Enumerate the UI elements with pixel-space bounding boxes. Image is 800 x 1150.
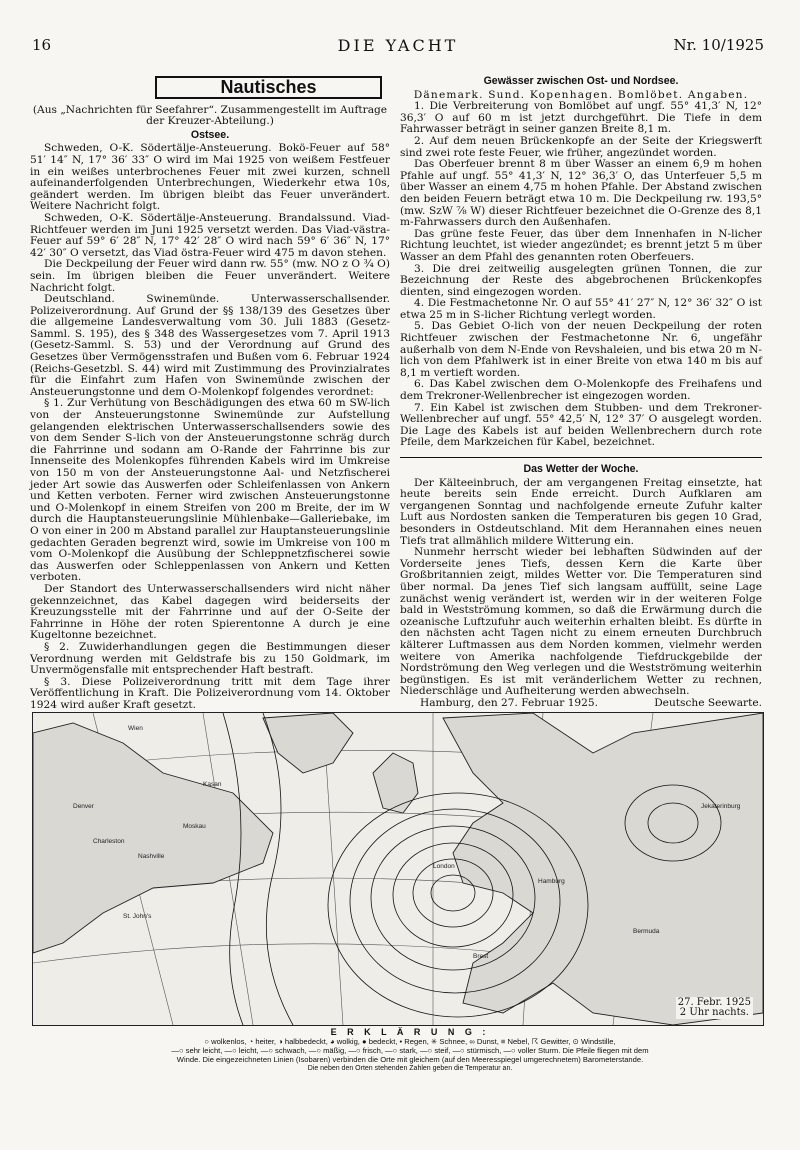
subsection-heading: Ostsee. [190,128,230,141]
paragraph: Schweden, O-K. Södertälje-Ansteuerung. Bokö-Feuer auf 58° 51′ 14″ N, 17° 36′ 33″ O wird im Mai 1925 von weißem Festfeuer in ein weißes unterbrochenes Feuer mit zwei kurzen, schnell aufeinanderfolgenden Unterbrechungen, Wiederkehr etwa 10s, geändert werden. Im übrigen bleibt das Feuer unverändert. Weitere Nachricht folgt. [30,142,390,213]
map-legend [90,1028,730,1073]
signature-line [400,698,762,710]
paragraph: Deutschland. Swinemünde. Unterwasserschallsender. Polizeiverordnung. Auf Grund der §§ 138/139 des Gesetzes über die allgemeine Landesverwaltung vom 30. Juli 1883 (Gesetz-Samml. S. 195), des § 348 des Wassergesetzes vom 7. April 1913 (Gesetz-Samml. S. 53) und der Verordnung auf Grund des Gesetzes über Vermögensstrafen und Bußen vom 6. Februar 1924 (Reichs-Gesetzbl. S. 44) wird mit Zustimmung des Provinzialrates für die Einfahrt zum Hafen von Swinemünde zwischen der Ansteuerungstonne und dem O-Molenkopf folgendes verordnet: [30,293,390,398]
paragraph: 2. Auf dem neuen Brückenkopfe an der Seite der Kriegswerft sind zwei rote feste Feuer, wie früher, angezündet worden. [400,134,762,159]
paragraph: Der Kälteeinbruch, der am vergangenen Freitag einsetzte, hat heute bereits sein Ende erreicht. Durch Aufklaren am vergangenen Sonntag und nachfolgende erneute Zufuhr kalter Luft aus Nordosten sanken die Temperaturen bis gegen 10 Grad, besonders in Ostdeutschland. Mit dem Herannahen eines neuen Tiefs trat allmählich mildere Witterung ein. [400,476,762,547]
map-place-label: Kasan [203,781,222,788]
map-place-label: Moskau [183,823,206,830]
paragraph: Nunmehr herrscht wieder bei lebhaften Südwinden auf der Vorderseite jenes Tiefs, dessen Kern die Karte über Großbritannien zeigt, mildes Wetter vor. Die Temperaturen sind über normal. Da jenes Tief sich langsam auffüllt, seine Lage zunächst wenig verändert ist, werden wir in der weiteren Folge bald in Westströmung kommen, so daß die Erwärmung durch die ozeanische Luftzufuhr auch weiterhin erhalten bleibt. Es dürfte in den nächsten acht Tagen nicht zu einem erneuten Durchbruch kälterer Luftmassen aus dem Norden kommen, vielmehr werden weitere von Amerika nachfolgende Tiefdruckgebilde der Nordströmung den Weg verlegen und die Westströmung weiterhin begünstigen. Es ist mit veränderlichem Wetter zu rechnen, Niederschläge und Aufheiterung werden abwechseln. [400,546,762,698]
paragraph: Schweden, O-K. Södertälje-Ansteuerung. Brandalssund. Viad-Richtfeuer werden im Juni 1925 versetzt werden. Das Viad-västra-Feuer auf 59° 6′ 28″ N, 17° 42′ 28″ O wird nach 59° 6′ 36″ N, 17° 42′ 30″ O versetzt, das Viad östra-Feuer wird 475 m davon stehen. [30,211,390,259]
paragraph: § 2. Zuwiderhandlungen gegen die Bestimmungen dieser Verordnung werden mit Geldstrafe bis zu 150 Goldmark, im Unvermögensfalle mit entsprechender Haft bestraft. [30,640,390,677]
legend-title: E R K L Ä R U N G : [330,1027,490,1037]
paragraph: § 3. Diese Polizeiverordnung tritt mit dem Tage ihrer Veröffentlichung in Kraft. Die Polizeiverordnung vom 14. Oktober 1924 wird außer Kraft gesetzt. [30,675,390,711]
map-place-label: Denver [73,803,94,810]
map-place-label: Hamburg [538,878,565,885]
journal-title: DIE YACHT [337,36,459,55]
map-place-label: St. John's [123,913,152,920]
page-header [32,36,764,58]
paragraph: 7. Ein Kabel ist zwischen dem Stubben- und dem Trekroner-Wellenbrecher auf ungf. 55° 42,5′ N, 12° 37′ O ausgelegt worden. Die Lage des Kabels ist auf beiden Wellenbrechern durch rote Pfeile, dem Markzeichen für Kabel, bezeichnet. [400,401,762,449]
paragraph: Die Deckpeilung der Feuer wird dann rw. 55° (mw. NO z O ¾ O) sein. Im übrigen bleiben die Feuer unverändert. Weitere Nachricht folgt. [30,258,390,294]
map-place-label: Nashville [138,853,165,860]
legend-row: Winde. Die eingezeichneten Linien (Isobaren) verbinden die Orte mit gleichem (auf den Meeresspiegel umgerechnetem) Barometerstande. [176,1055,644,1064]
signature-place-date: Hamburg, den 27. Februar 1925. [420,696,599,709]
paragraph: 4. Die Festmachetonne Nr. O auf 55° 41′ 27″ N, 12° 36′ 32″ O ist etwa 25 m in S-licher Richtung verlegt worden. [400,297,762,321]
map-place-label: Charleston [93,838,125,845]
paragraph: § 1. Zur Verhütung von Beschädigungen des etwa 60 m SW-lich von der Ansteuerungstonne Swinemünde zur Aufstellung gelangenden elektrischen Unterwasserschallsenders sowie des von dem Sender S-lich von der Ansteuerungstonne schräg durch die Fahrrinne und sodann am O-Rande der Fahrrinne bis zur Innenseite des Molenkopfes führenden Kabels wird im Umkreise von 150 m von der Ansteuerungstonne Aal- und Netzfischerei jeder Art sowie das Auswerfen oder Schleifenlassen von Ankern und Ketten verboten. Ferner wird zwischen Ansteuerungstonne und O-Molenkopf in einem Streifen von 200 m Breite, der im W durch die Hauptansteuerungslinie Mühlenbake—Galleriebake, im O von einer in 200 m Abstand parallel zur Hauptansteuerungslinie gedachten Geraden begrenzt wird, sowie im Umkreise von 100 m vom O-Molenkopf die Ausübung der Schleppnetzfischerei sowie das Auswerfen oder Schleppenlassen von Ankern und Ketten verboten. [30,397,390,584]
divider [400,457,762,458]
map-place-label: Jekaterinburg [701,803,741,810]
map-place-label: Bermuda [633,928,660,935]
paragraph: 6. Das Kabel zwischen dem O-Molenkopfe des Freihafens und dem Trekroner-Wellenbrecher ist eingezogen worden. [400,378,762,403]
map-time: 2 Uhr nachts. [679,1007,749,1018]
subsection-subtitle: Dänemark. Sund. Kopenhagen. Bomlöbet. Angaben. [413,88,749,101]
paragraph: Der Standort des Unterwasserschallsenders wird nicht näher gekennzeichnet, das Kabel dagegen wird beiderseits der Kreuzungsstelle mit der Fahrrinne und auf der O-Seite der Fahrrinne in Höhe der roten Spierentonne A durch je eine Kugeltonne bezeichnet. [30,582,390,642]
map-date: 27. Febr. 1925 [677,997,751,1008]
map-date-label [676,997,753,1019]
signature-org: Deutsche Seewarte. [654,696,762,709]
legend-row: ○ wolkenlos, ◔ heiter, ◑ halbbedeckt, ◕ wolkig, ● bedeckt, • Regen, ✳ Schnee, ∞ Dunst, ≡ Nebel, ☈ Gewitter, ⊙ Windstille, [204,1037,616,1046]
issue-number: Nr. 10/1925 [673,36,764,54]
subsection-heading: Gewässer zwischen Ost- und Nordsee. [483,75,679,87]
source-note: (Aus „Nachrichten für Seefahrer“. Zusammengestellt im Auftrage der Kreuzer-Abteilung.) [32,103,388,128]
legend-row: —○ sehr leicht, —○ leicht, —○ schwach, —○ mäßig, —○ frisch, —○ stark, —○ steif, —○ stürmisch, —○ voller Sturm. Die Pfeile fliegen mit dem [171,1046,649,1055]
paragraph: 3. Die drei zeitweilig ausgelegten grünen Tonnen, die zur Bezeichnung der Reste des abgebrochenen Brückenkopfes dienten, sind eingezogen worden. [400,262,762,298]
paragraph: 1. Die Verbreiterung von Bomlöbet auf ungf. 55° 41,3′ N, 12° 36,3′ O auf 60 m ist jetzt durchgeführt. Die Tiefe in dem Fahrwasser beträgt in seiner ganzen Breite 8,1 m. [400,100,762,136]
map-place-label: Wien [128,725,143,732]
weather-map-drawing [33,713,763,1025]
map-place-label: Brest [473,953,489,960]
map-place-label: London [433,863,455,870]
paragraph: Das grüne feste Feuer, das über dem Innenhafen in N-licher Richtung leuchtet, ist wieder angezündet; es brennt jetzt 5 m über Wasser an dem Pfahl des genannten roten Oberfeuers. [400,227,762,263]
left-column [30,74,390,711]
page-number: 16 [32,36,52,54]
weather-map [32,712,764,1026]
paragraph: Das Oberfeuer brennt 8 m über Wasser an einem 6,9 m hohen Pfahle auf ungf. 55° 41,3′ N, 12° 36,3′ O, das Unterfeuer 5,5 m über Wasser an einem 4,75 m hohen Pfahle. Der Abstand zwischen den beiden Feuern beträgt etwa 10 m. Die Deckpeilung rw. 193,5° (mw. SzW ⅞ W) dieser Richtfeuer bezeichnet die O-Grenze des 8,1 m-Fahrwassers durch den Außenhafen. [400,158,762,229]
legend-row: Die neben den Orten stehenden Zahlen geben die Temperatur an. [307,1065,513,1072]
weather-heading: Das Wetter der Woche. [523,463,639,475]
right-column [400,74,762,709]
paragraph: 5. Das Gebiet O-lich von der neuen Deckpeilung der roten Richtfeuer zwischen der Festmachetonne Nr. 6, ungefähr außerhalb von dem N-Ende von Revshaleien, und bis etwa 20 m N-lich von dem Pfahlwerk ist in einer Breite von etwa 140 m bis auf 8,1 m vertieft worden. [400,320,762,379]
section-title: Nautisches [155,76,382,99]
